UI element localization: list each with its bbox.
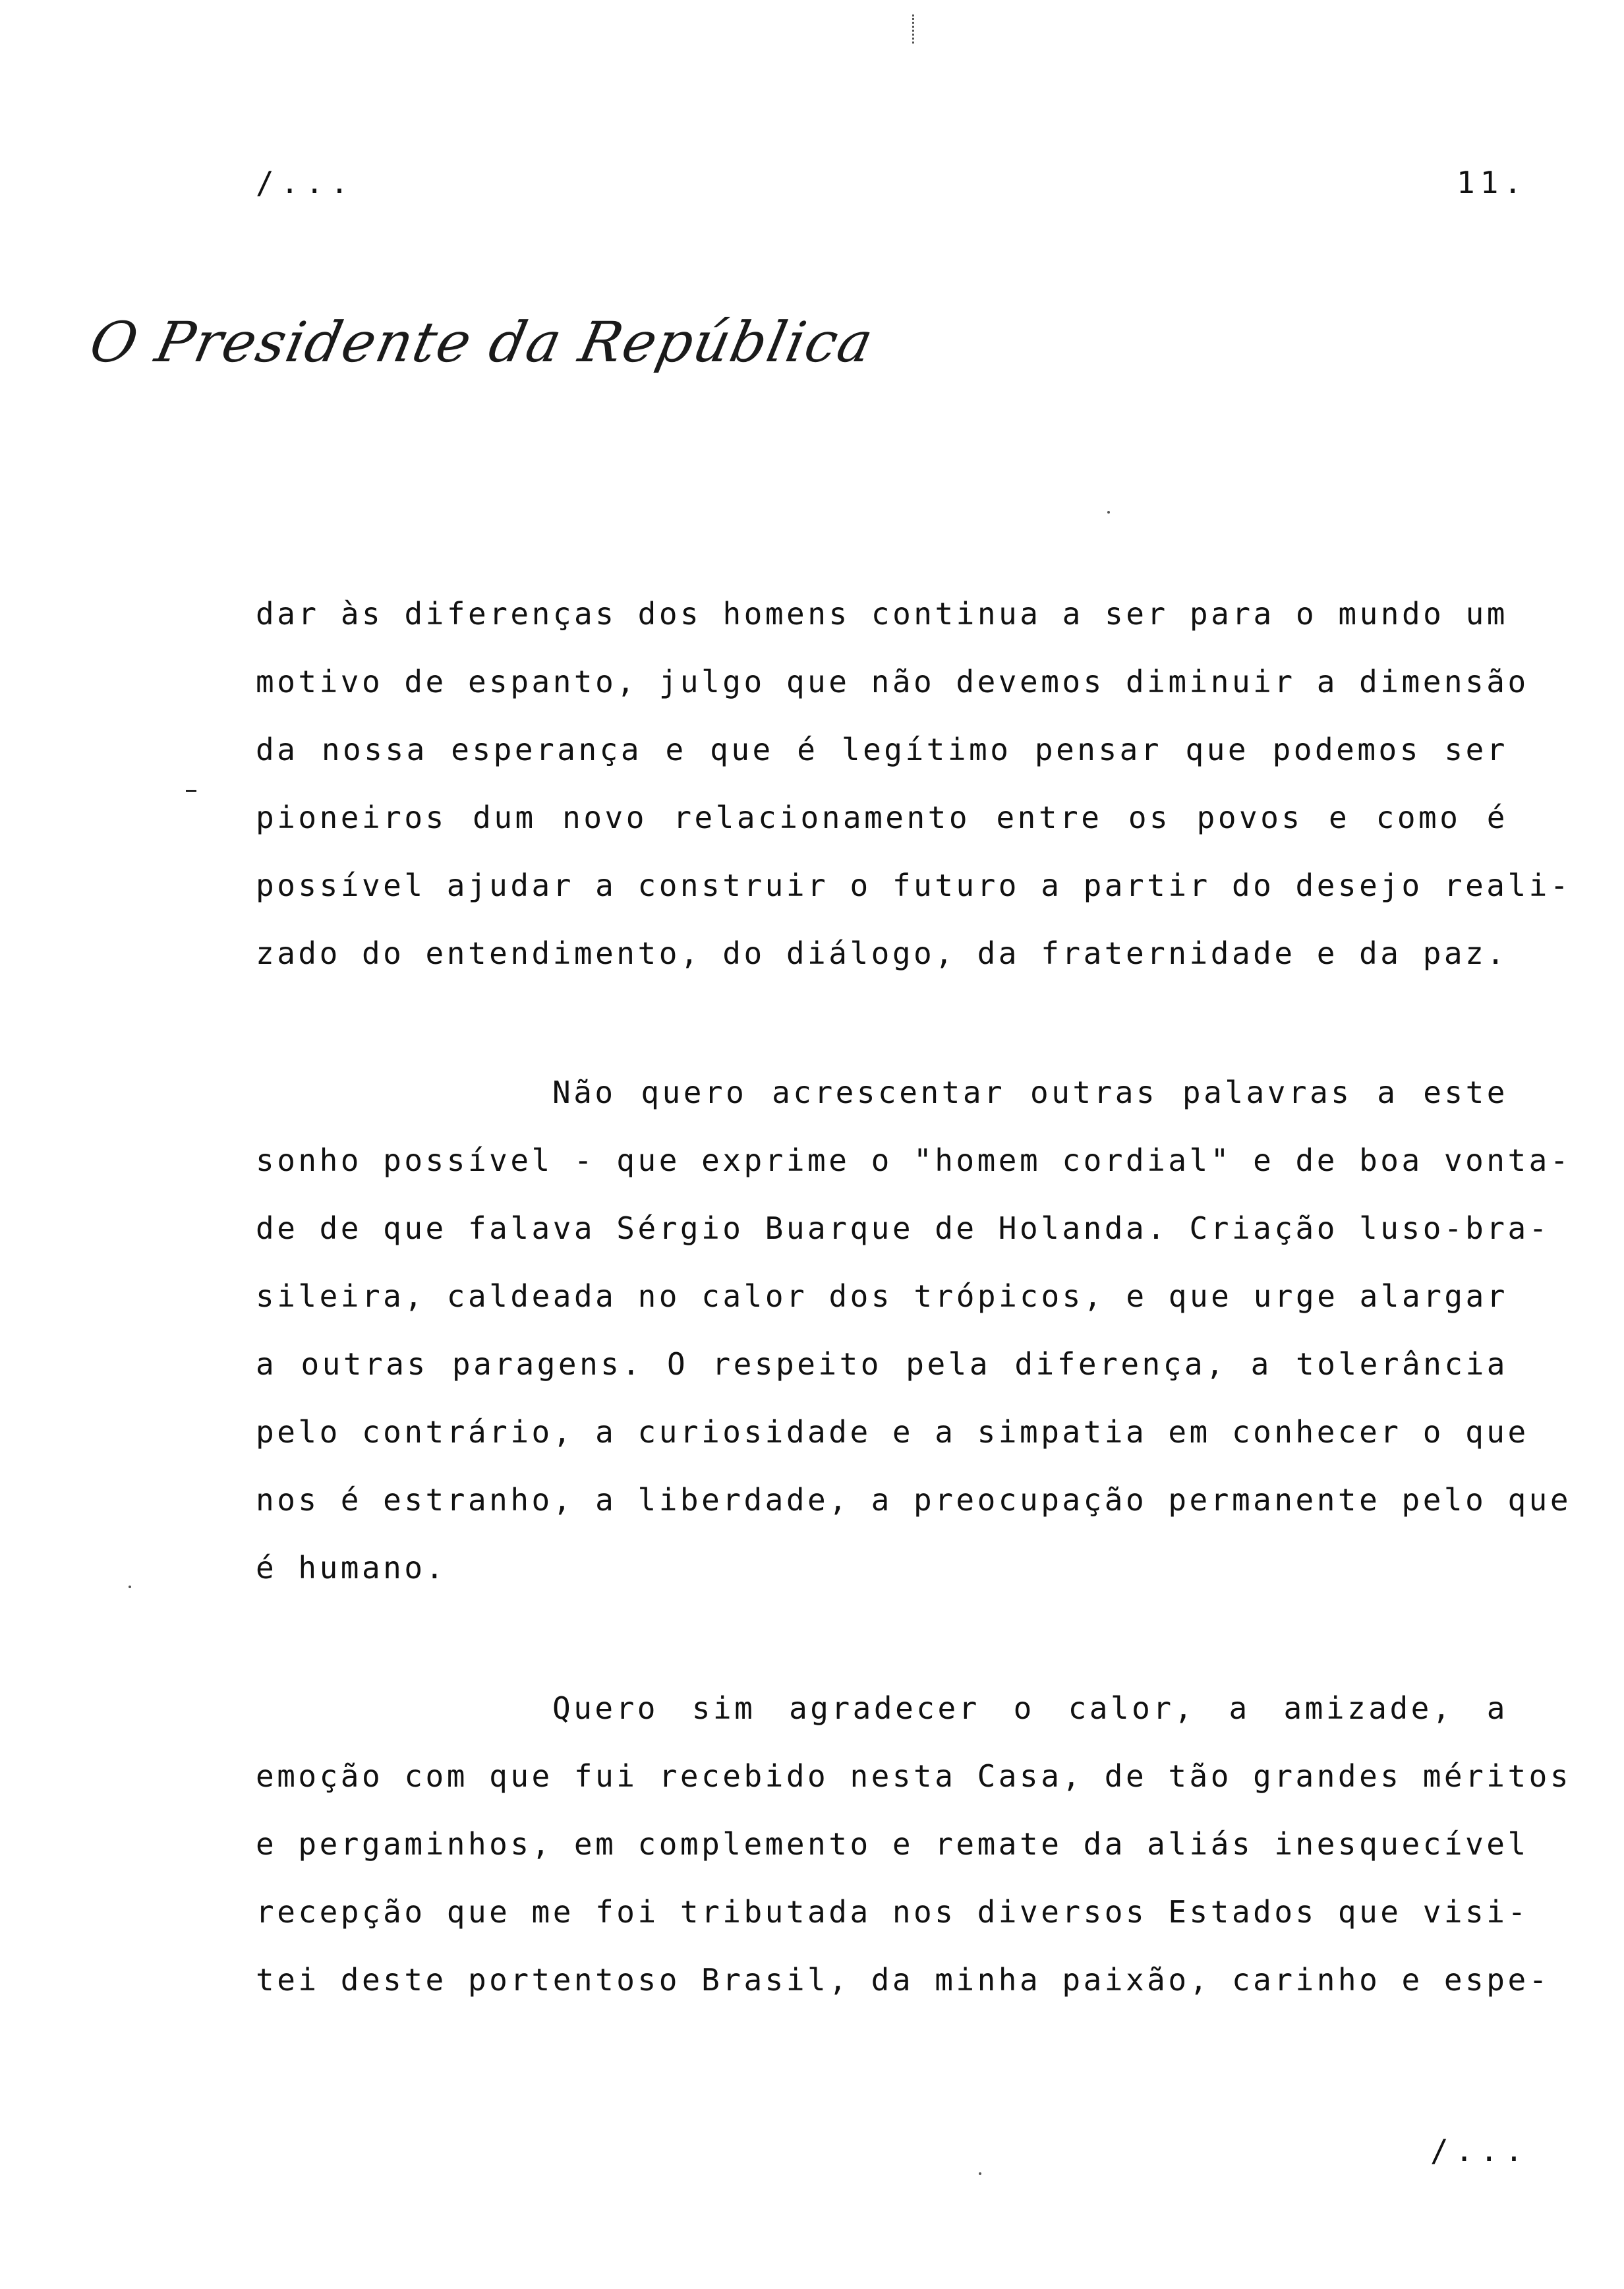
text-line: dar às diferenças dos homens continua a ser para o mundo um [256,596,1508,632]
text-line: da nossa esperança e que é legítimo pensar que podemos ser [256,732,1508,767]
text-line: motivo de espanto, julgo que não devemos diminuir a dimensão [256,664,1529,699]
text-line: pelo contrário, a curiosidade e a simpatia em conhecer o que [256,1414,1529,1450]
text-line: emoção com que fui recebido nesta Casa, de tão grandes méritos [256,1758,1572,1794]
text-line: tei deste portentoso Brasil, da minha paixão, carinho e espe- [256,1962,1550,1998]
text-line: possível ajudar a construir o futuro a partir do desejo reali- [256,868,1572,903]
margin-mark [186,790,196,792]
scan-speck [129,1586,131,1588]
letterhead-title: O Presidente da República [84,310,880,374]
text-line: sileira, caldeada no calor dos trópicos, e que urge alargar [256,1278,1508,1314]
text-line: e pergaminhos, em complemento e remate da aliás inesquecível [256,1826,1529,1862]
text-line: Quero sim agradecer o calor, a amizade, a [552,1690,1508,1726]
page-number: 11. [1457,165,1528,200]
text-line: recepção que me foi tributada nos diversos Estados que visi- [256,1894,1529,1930]
letter-body [256,580,1572,2014]
text-line: pioneiros dum novo relacionamento entre os povos e como é [256,800,1508,835]
text-line: Não quero acrescentar outras palavras a este [552,1075,1508,1110]
scan-speck [1107,511,1110,514]
text-line: de de que falava Sérgio Buarque de Holanda. Criação luso-bra- [256,1210,1550,1246]
text-line: nos é estranho, a liberdade, a preocupação permanente pelo que [256,1482,1572,1518]
text-line: a outras paragens. O respeito pela diferença, a tolerância [256,1346,1508,1382]
text-line: é humano. [256,1550,447,1586]
text-line: sonho possível - que exprime o "homem cordial" e de boa vonta- [256,1143,1572,1178]
scan-speck [979,2172,981,2175]
header-continuation-mark: /... [256,165,355,200]
punch-mark [912,15,917,44]
footer-continuation-mark: /... [1430,2133,1530,2168]
text-line: zado do entendimento, do diálogo, da fraternidade e da paz. [256,936,1508,971]
